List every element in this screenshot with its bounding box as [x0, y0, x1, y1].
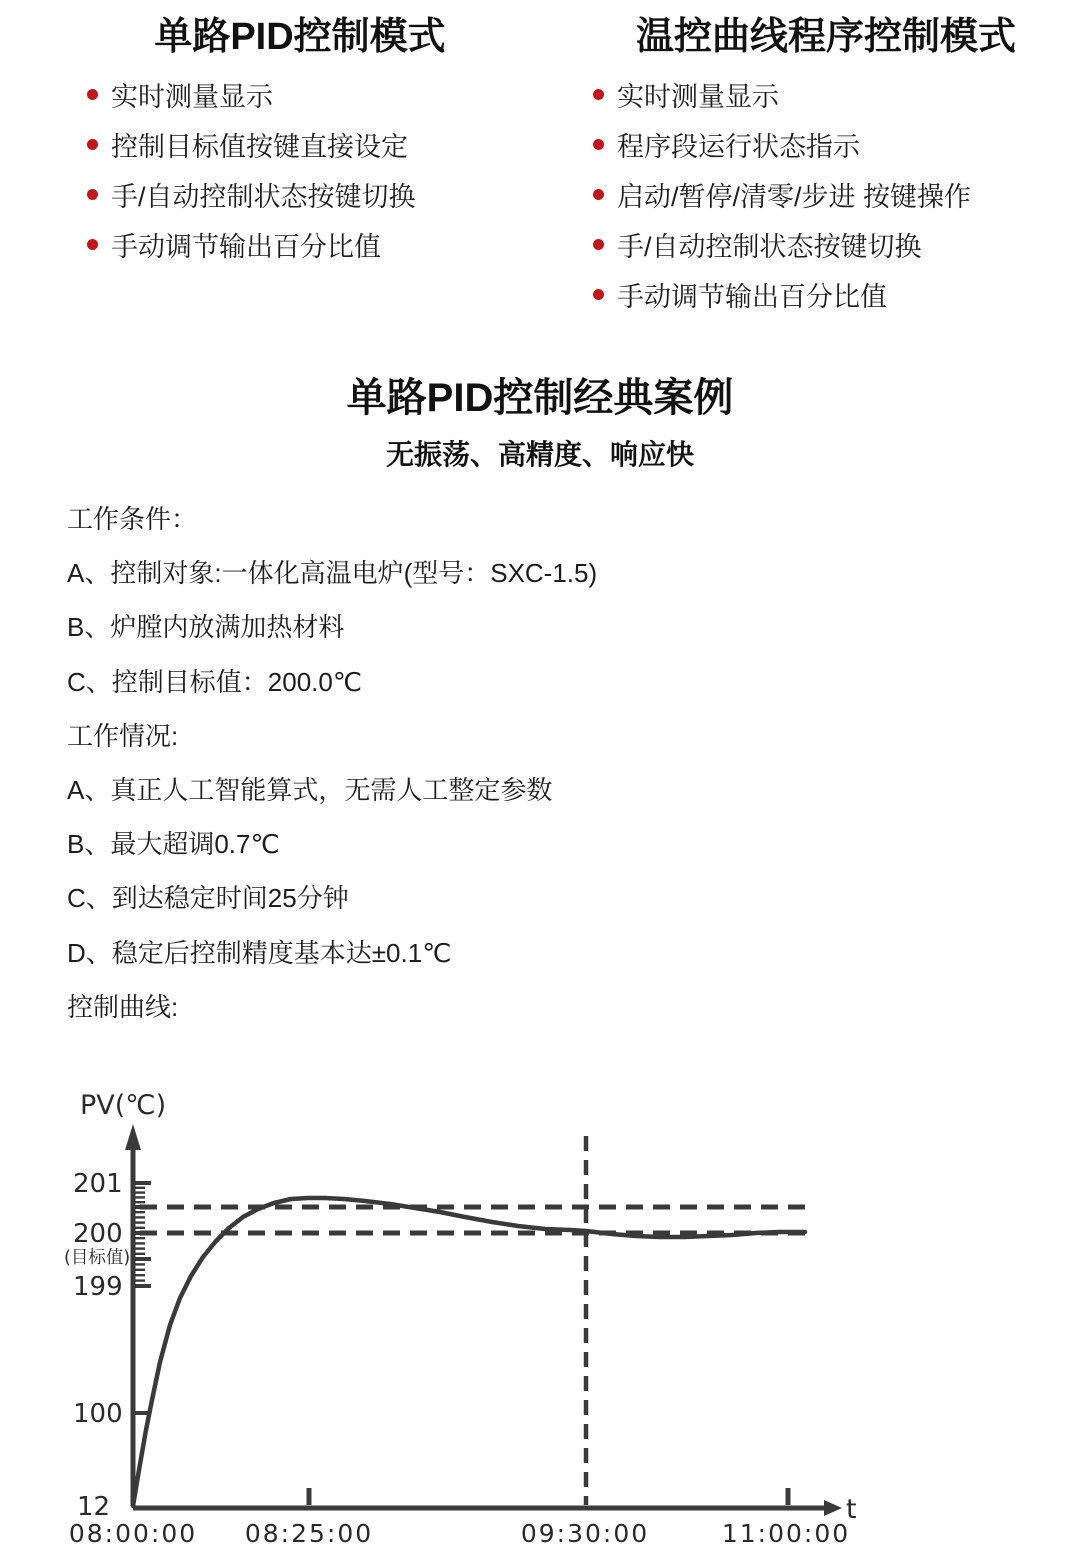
feature-item	[593, 69, 1066, 119]
case-line: 控制曲线:	[67, 991, 179, 1022]
bullet-icon	[593, 289, 604, 300]
feature-item-label: 手动调节输出百分比值	[111, 231, 381, 262]
bullet-icon	[87, 239, 98, 250]
feature-item-label: 控制目标值按键直接设定	[111, 131, 408, 162]
feature-item-label: 手/自动控制状态按键切换	[617, 231, 922, 262]
pid-mode-section	[60, 14, 540, 269]
bullet-icon	[593, 89, 604, 100]
x-axis-arrow-icon	[824, 1500, 842, 1516]
y-tick-label: 200	[73, 1219, 123, 1249]
bullet-icon	[87, 139, 98, 150]
case-subtitle: 无振荡、高精度、响应快	[385, 439, 694, 470]
x-tick-label: 09:30:00	[520, 1519, 650, 1548]
case-line: C、控制目标值：200.0℃	[67, 666, 363, 697]
feature-item-label: 手动调节输出百分比值	[617, 281, 887, 312]
case-line: 工作条件：	[67, 504, 198, 534]
program-mode-feature-list	[586, 69, 1066, 319]
y-axis-arrow-icon	[125, 1124, 141, 1150]
x-axis-label: t	[846, 1494, 857, 1525]
pid-mode-title: 单路PID控制模式	[154, 16, 446, 58]
y-axis-label: PV(℃)	[80, 1090, 167, 1121]
pv-curve	[133, 1198, 805, 1506]
program-mode-title: 温控曲线程序控制模式	[635, 16, 1016, 58]
feature-item-label: 实时测量显示	[111, 81, 273, 112]
feature-item	[87, 69, 540, 119]
y-axis-target-note: (目标值)	[64, 1248, 131, 1268]
case-line: C、到达稳定时间25分钟	[67, 883, 349, 914]
case-line: B、最大超调0.7℃	[67, 829, 280, 860]
x-tick-label: 08:00:00	[68, 1519, 198, 1548]
feature-item-label: 程序段运行状态指示	[617, 131, 860, 162]
feature-item	[87, 219, 540, 269]
control-curve-chart	[0, 1080, 1080, 1562]
x-tick-label: 08:25:00	[244, 1519, 374, 1548]
feature-item-label: 手/自动控制状态按键切换	[111, 181, 416, 212]
case-description	[67, 492, 1017, 1034]
bullet-icon	[87, 89, 98, 100]
feature-item	[87, 169, 540, 219]
case-line: A、真正人工智能算式，无需人工整定参数	[67, 774, 553, 805]
feature-item	[593, 169, 1066, 219]
y-tick-label: 100	[73, 1399, 123, 1429]
program-mode-section	[586, 14, 1066, 319]
case-title: 单路PID控制经典案例	[346, 376, 734, 420]
bullet-icon	[87, 189, 98, 200]
pid-mode-feature-list	[60, 69, 540, 269]
bullet-icon	[593, 139, 604, 150]
bullet-icon	[593, 239, 604, 250]
feature-item	[593, 119, 1066, 169]
y-tick-label: 12	[77, 1492, 111, 1522]
feature-item	[593, 219, 1066, 269]
bullet-icon	[593, 189, 604, 200]
y-tick-label: 199	[73, 1272, 123, 1302]
y-tick-label: 201	[73, 1169, 123, 1199]
case-line: D、稳定后控制精度基本达±0.1℃	[67, 937, 452, 968]
case-line: A、控制对象:一体化高温电炉(型号：SXC-1.5)	[67, 558, 598, 589]
case-line: 工作情况:	[67, 720, 179, 751]
feature-item-label: 启动/暂停/清零/步进 按键操作	[617, 181, 972, 212]
x-tick-label: 11:00:00	[721, 1519, 851, 1548]
feature-item	[593, 269, 1066, 319]
case-line: B、炉膛内放满加热材料	[67, 612, 345, 643]
feature-item-label: 实时测量显示	[617, 81, 779, 112]
feature-item	[87, 119, 540, 169]
